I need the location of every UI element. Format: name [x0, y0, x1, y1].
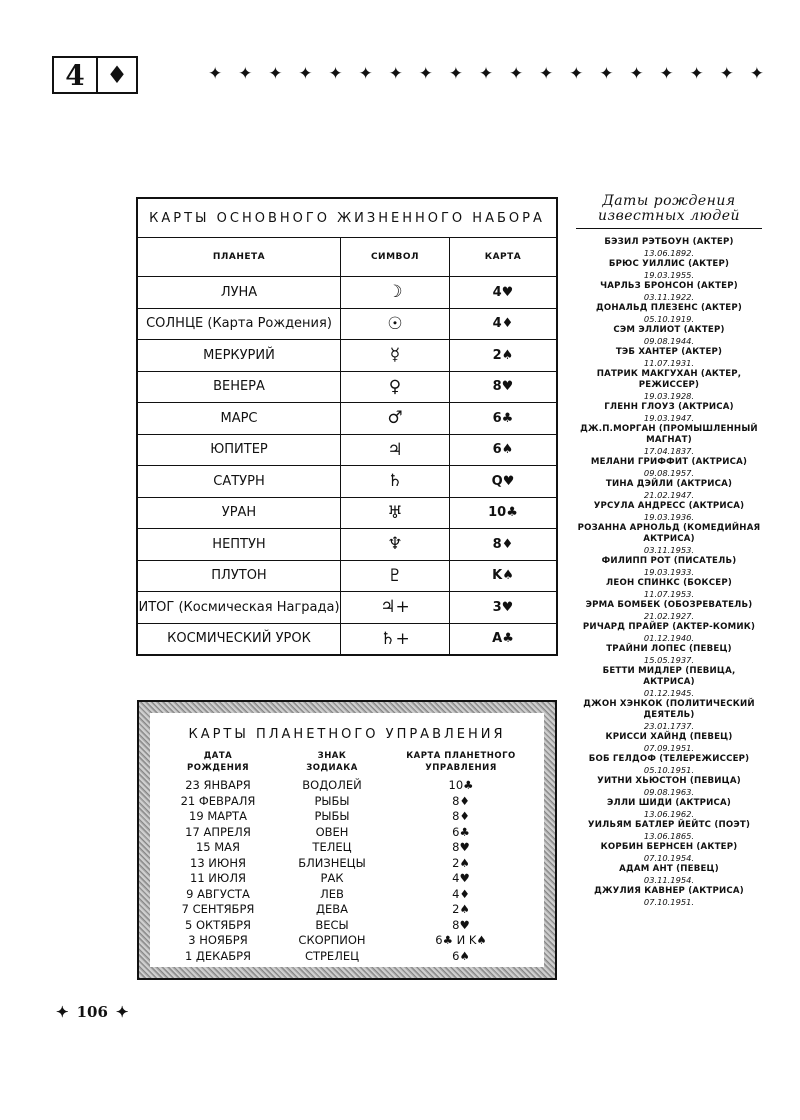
- planet-symbol-icon: ♂: [341, 403, 450, 435]
- person-name: БЭЗИЛ РЭТБОУН (АКТЕР): [604, 237, 734, 247]
- planet-name: МАРС: [137, 403, 341, 435]
- person-name: БЕТТИ МИДЛЕР (ПЕВИЦА, АКТРИСА): [602, 666, 736, 687]
- person-name: РОЗАННА АРНОЛЬД (КОМЕДИЙНАЯ АКТРИСА): [577, 523, 761, 544]
- planet-name: ИТОГ (Космическая Награда): [137, 592, 341, 624]
- ornament-icon: ✦: [749, 64, 764, 84]
- ornament-icon: ✦: [358, 64, 373, 84]
- table-row: [150, 840, 544, 856]
- birth-date: 07.09.1951.: [643, 743, 695, 753]
- ornament-icon: ✦: [478, 64, 494, 84]
- table-row: [137, 623, 557, 655]
- birth-date: 09.08.1957.: [643, 468, 695, 478]
- planet-symbol-icon: ♀: [341, 371, 450, 403]
- table-row: [137, 308, 557, 340]
- list-item: [576, 776, 762, 797]
- planet-symbol-icon: ☿: [341, 340, 450, 372]
- ornament-icon: ✦: [298, 64, 313, 84]
- list-item: [576, 666, 762, 698]
- birth-date: 7 СЕНТЯБРЯ: [181, 902, 255, 916]
- birth-date: 09.08.1963.: [643, 787, 695, 797]
- birth-date: 03.11.1954.: [643, 875, 695, 885]
- table-row: [150, 933, 544, 949]
- card-number: 4: [54, 58, 98, 92]
- card-value: 8♥: [450, 371, 558, 403]
- life-spread-table: [136, 197, 558, 656]
- ornament-icon: ✦: [268, 64, 283, 84]
- list-item: [576, 402, 762, 423]
- table-row: [150, 902, 544, 918]
- ornament-icon: ✦: [569, 64, 584, 84]
- person-name: ЭЛЛИ ШИДИ (АКТРИСА): [606, 798, 732, 808]
- birth-date: 07.10.1954.: [643, 853, 695, 863]
- list-item: [576, 457, 762, 478]
- people-list: [576, 237, 762, 907]
- column-header-symbol: СИМВОЛ: [341, 238, 450, 277]
- ornament-icon: ✦: [539, 64, 554, 84]
- list-item: [576, 347, 762, 368]
- ornament-icon: ✦: [448, 64, 463, 84]
- planet-name: ЮПИТЕР: [137, 434, 341, 466]
- list-item: [576, 556, 762, 577]
- card-value: 2♠: [450, 340, 558, 372]
- zodiac-sign: ЛЕВ: [320, 886, 344, 901]
- page-number: 106: [76, 1003, 108, 1021]
- planet-name: ВЕНЕРА: [137, 371, 341, 403]
- ornament-row: [208, 64, 764, 84]
- birth-date: 03.11.1922.: [643, 292, 695, 302]
- birth-date: 19.03.1947.: [643, 413, 695, 423]
- ruling-card: 6♣ И K♠: [435, 933, 487, 947]
- birth-date: 13.06.1962.: [643, 809, 695, 819]
- planet-symbol-icon: ♃+: [341, 592, 450, 624]
- list-item: [576, 501, 762, 522]
- birth-date: 15 МАЯ: [195, 840, 241, 854]
- list-item: [576, 820, 762, 841]
- birth-date: 15.05.1937.: [643, 655, 695, 665]
- planet-symbol-icon: ♅: [341, 497, 450, 529]
- person-name: ТИНА ДЭЙЛИ (АКТРИСА): [605, 479, 733, 489]
- rulers-title: КАРТЫ ПЛАНЕТНОГО УПРАВЛЕНИЯ: [188, 727, 506, 742]
- person-name: СЭМ ЭЛЛИОТ (АКТЕР): [613, 325, 725, 335]
- ornament-icon: ✦: [689, 64, 704, 84]
- planet-name: КОСМИЧЕСКИЙ УРОК: [137, 623, 341, 655]
- person-name: УИТНИ ХЬЮСТОН (ПЕВИЦА): [597, 776, 741, 786]
- birth-date: 11.07.1931.: [643, 358, 695, 368]
- zodiac-sign: РЫБЫ: [314, 793, 350, 808]
- ornament-icon: ✦: [388, 64, 403, 84]
- list-item: [576, 369, 762, 401]
- planet-symbol-icon: ☽: [341, 277, 450, 309]
- list-item: [576, 237, 762, 258]
- birth-date: 11.07.1953.: [643, 589, 695, 599]
- zodiac-sign: ОВЕН: [315, 824, 349, 839]
- person-name: БРЮС УИЛЛИС (АКТЕР): [608, 259, 730, 269]
- list-item: [576, 644, 762, 665]
- ruling-card: 6♠: [452, 948, 470, 963]
- table-row: [137, 592, 557, 624]
- table-row: [150, 825, 544, 841]
- birth-date: 23 ЯНВАРЯ: [185, 778, 251, 792]
- table-row: [150, 778, 544, 794]
- column-header-card: КАРТА: [450, 238, 558, 277]
- birth-date: 21 ФЕВРАЛЯ: [180, 793, 256, 808]
- person-name: ДЖ.П.МОРГАН (ПРОМЫШЛЕННЫЙ МАГНАТ): [580, 424, 758, 445]
- person-name: ПАТРИК МАКГУХАН (АКТЕР, РЕЖИССЕР): [596, 369, 742, 390]
- card-value: 6♣: [450, 403, 558, 435]
- table-row: [137, 277, 557, 309]
- famous-birthdays-sidebar: [576, 194, 762, 908]
- birth-date: 13.06.1892.: [643, 248, 695, 258]
- planet-symbol-icon: ♆: [341, 529, 450, 561]
- list-item: [576, 864, 762, 885]
- table-row: [150, 871, 544, 887]
- table-row: [150, 918, 544, 934]
- zodiac-sign: БЛИЗНЕЦЫ: [298, 855, 366, 870]
- table-row: [137, 340, 557, 372]
- planet-symbol-icon: ♃: [341, 434, 450, 466]
- birth-date: 19.03.1936.: [643, 512, 695, 522]
- person-name: КОРБИН БЕРНСЕН (АКТЕР): [600, 842, 738, 852]
- header-birth-date: ДАТА РОЖДЕНИЯ: [186, 751, 249, 773]
- table-row: [150, 794, 544, 810]
- card-value: 4♥: [450, 277, 558, 309]
- card-value: A♣: [450, 623, 558, 655]
- birth-date: 07.10.1951.: [643, 897, 695, 907]
- table-row: [137, 434, 557, 466]
- list-item: [576, 303, 762, 324]
- planet-symbol-icon: ♇: [341, 560, 450, 592]
- ruling-card: 10♣: [448, 778, 474, 792]
- planet-symbol-icon: ♄: [341, 466, 450, 498]
- card-value: 3♥: [450, 592, 558, 624]
- ornament-icon: ✦: [599, 64, 614, 84]
- person-name: ЛЕОН СПИНКС (БОКСЕР): [606, 578, 732, 588]
- birth-date: 21.02.1947.: [643, 490, 695, 500]
- table-row: [137, 560, 557, 592]
- ornament-icon: ✦: [508, 64, 524, 84]
- person-name: ГЛЕНН ГЛОУЗ (АКТРИСА): [604, 402, 734, 412]
- planet-name: МЕРКУРИЙ: [137, 340, 341, 372]
- birth-date: 13.06.1865.: [643, 831, 695, 841]
- birth-date: 3 НОЯБРЯ: [188, 933, 248, 947]
- list-item: [576, 754, 762, 775]
- card-value: Q♥: [450, 466, 558, 498]
- card-value: K♠: [450, 560, 558, 592]
- zodiac-sign: ТЕЛЕЦ: [312, 840, 352, 854]
- ornament-icon: ✦: [629, 64, 644, 84]
- ruling-card: 2♠: [452, 855, 470, 870]
- birth-date: 01.12.1940.: [643, 633, 695, 643]
- birth-date: 19.03.1933.: [643, 567, 695, 577]
- ornament-icon: ✦: [659, 64, 674, 84]
- ornament-icon: ✦: [418, 64, 433, 84]
- rulers-rows: [150, 778, 544, 964]
- table-row: [137, 371, 557, 403]
- person-name: УРСУЛА АНДРЕСС (АКТРИСА): [593, 501, 745, 511]
- card-value: 10♣: [450, 497, 558, 529]
- ornament-icon: ✦: [56, 1003, 69, 1021]
- zodiac-sign: ВОДОЛЕЙ: [302, 778, 362, 792]
- birth-date: 9 АВГУСТА: [186, 886, 250, 901]
- list-item: [576, 281, 762, 302]
- ruling-card: 2♠: [452, 902, 470, 916]
- zodiac-sign: ВЕСЫ: [315, 917, 349, 932]
- person-name: КРИССИ ХАЙНД (ПЕВЕЦ): [605, 732, 733, 742]
- table-row: [150, 856, 544, 872]
- list-item: [576, 325, 762, 346]
- planet-name: СОЛНЦЕ (Карта Рождения): [137, 308, 341, 340]
- ornament-icon: ✦: [238, 64, 253, 84]
- list-item: [576, 622, 762, 643]
- zodiac-sign: РЫБЫ: [314, 809, 350, 823]
- birth-date: 05.10.1951.: [643, 765, 695, 775]
- header-ruling-card: КАРТА ПЛАНЕТНОГО УПРАВЛЕНИЯ: [406, 751, 516, 773]
- zodiac-sign: СКОРПИОН: [298, 933, 366, 947]
- person-name: АДАМ АНТ (ПЕВЕЦ): [619, 864, 719, 874]
- birth-date: 05.10.1919.: [643, 314, 695, 324]
- person-name: РИЧАРД ПРАЙЕР (АКТЕР-КОМИК): [582, 622, 756, 632]
- ornament-icon: ✦: [328, 64, 343, 84]
- birth-date: 19.03.1955.: [643, 270, 695, 280]
- person-name: БОБ ГЕЛДОФ (ТЕЛЕРЕЖИССЕР): [588, 754, 750, 764]
- planet-name: САТУРН: [137, 466, 341, 498]
- zodiac-sign: РАК: [320, 871, 344, 885]
- ruling-card: 4♦: [452, 886, 470, 901]
- table-row: [137, 497, 557, 529]
- card-value: 4♦: [450, 308, 558, 340]
- person-name: ФИЛИПП РОТ (ПИСАТЕЛЬ): [601, 556, 737, 566]
- ruling-card: 4♥: [452, 871, 470, 885]
- list-item: [576, 886, 762, 907]
- table-row: [137, 529, 557, 561]
- birth-date: 19 МАРТА: [189, 809, 247, 823]
- diamond-suit-icon: ♦: [106, 61, 128, 89]
- list-item: [576, 523, 762, 555]
- header-zodiac-sign: ЗНАК ЗОДИАКА: [306, 751, 358, 773]
- person-name: ДЖУЛИЯ КАВНЕР (АКТРИСА): [594, 886, 744, 896]
- ornament-icon: ✦: [719, 64, 734, 84]
- list-item: [576, 578, 762, 599]
- birth-date: 01.12.1945.: [643, 688, 695, 698]
- life-spread-title: КАРТЫ ОСНОВНОГО ЖИЗНЕННОГО НАБОРА: [137, 198, 557, 238]
- person-name: МЕЛАНИ ГРИФФИТ (АКТРИСА): [590, 457, 748, 467]
- table-row: [137, 466, 557, 498]
- planet-symbol-icon: ♄+: [341, 623, 450, 655]
- person-name: ТРАЙНИ ЛОПЕС (ПЕВЕЦ): [606, 644, 732, 654]
- ruling-card: 6♣: [452, 824, 470, 839]
- person-name: ТЭБ ХАНТЕР (АКТЕР): [615, 347, 723, 357]
- list-item: [576, 259, 762, 280]
- list-item: [576, 424, 762, 456]
- birth-date: 19.03.1928.: [643, 391, 695, 401]
- list-item: [576, 600, 762, 621]
- zodiac-sign: ДЕВА: [315, 902, 348, 916]
- person-name: ЧАРЛЬЗ БРОНСОН (АКТЕР): [600, 281, 738, 291]
- card-indicator: [52, 56, 138, 94]
- planet-name: УРАН: [137, 497, 341, 529]
- birth-date: 13 ИЮНЯ: [190, 855, 246, 870]
- page-footer: [56, 1003, 136, 1021]
- sidebar-title: Даты рождения известных людей: [576, 194, 762, 229]
- table-row: [150, 949, 544, 965]
- ornament-icon: ✦: [208, 64, 223, 84]
- planet-name: ЛУНА: [137, 277, 341, 309]
- birth-date: 03.11.1953.: [643, 545, 695, 555]
- zodiac-sign: СТРЕЛЕЦ: [304, 948, 360, 963]
- person-name: УИЛЬЯМ БАТЛЕР ЙЕЙТС (ПОЭТ): [587, 820, 751, 830]
- list-item: [576, 732, 762, 753]
- table-row: [137, 403, 557, 435]
- birth-date: 11 ИЮЛЯ: [190, 871, 246, 885]
- ruling-card: 8♥: [452, 917, 470, 932]
- birth-date: 17 АПРЕЛЯ: [185, 824, 251, 839]
- list-item: [576, 842, 762, 863]
- list-item: [576, 479, 762, 500]
- table-row: [150, 809, 544, 825]
- planet-name: НЕПТУН: [137, 529, 341, 561]
- list-item: [576, 798, 762, 819]
- ornament-icon: ✦: [115, 1003, 129, 1021]
- birth-date: 09.08.1944.: [643, 336, 695, 346]
- birth-date: 17.04.1837.: [643, 446, 695, 456]
- list-item: [576, 699, 762, 731]
- card-value: 6♠: [450, 434, 558, 466]
- table-row: [150, 887, 544, 903]
- ruling-card: 8♦: [452, 793, 470, 808]
- birth-date: 1 ДЕКАБРЯ: [184, 948, 252, 963]
- planetary-ruling-cards-box: [137, 700, 557, 980]
- planet-symbol-icon: ☉: [341, 308, 450, 340]
- ruling-card: 8♥: [452, 840, 470, 854]
- birth-date: 21.02.1927.: [643, 611, 695, 621]
- card-value: 8♦: [450, 529, 558, 561]
- planet-name: ПЛУТОН: [137, 560, 341, 592]
- person-name: ДЖОН ХЭНКОК (ПОЛИТИЧЕСКИЙ ДЕЯТЕЛЬ): [583, 699, 755, 720]
- person-name: ДОНАЛЬД ПЛЕЗЕНС (АКТЕР): [596, 303, 742, 313]
- birth-date: 5 ОКТЯБРЯ: [184, 917, 252, 932]
- birth-date: 23.01.1737.: [643, 721, 695, 731]
- person-name: ЭРМА БОМБЕК (ОБОЗРЕВАТЕЛЬ): [585, 600, 753, 610]
- column-header-planet: ПЛАНЕТА: [137, 238, 341, 277]
- ruling-card: 8♦: [452, 809, 470, 823]
